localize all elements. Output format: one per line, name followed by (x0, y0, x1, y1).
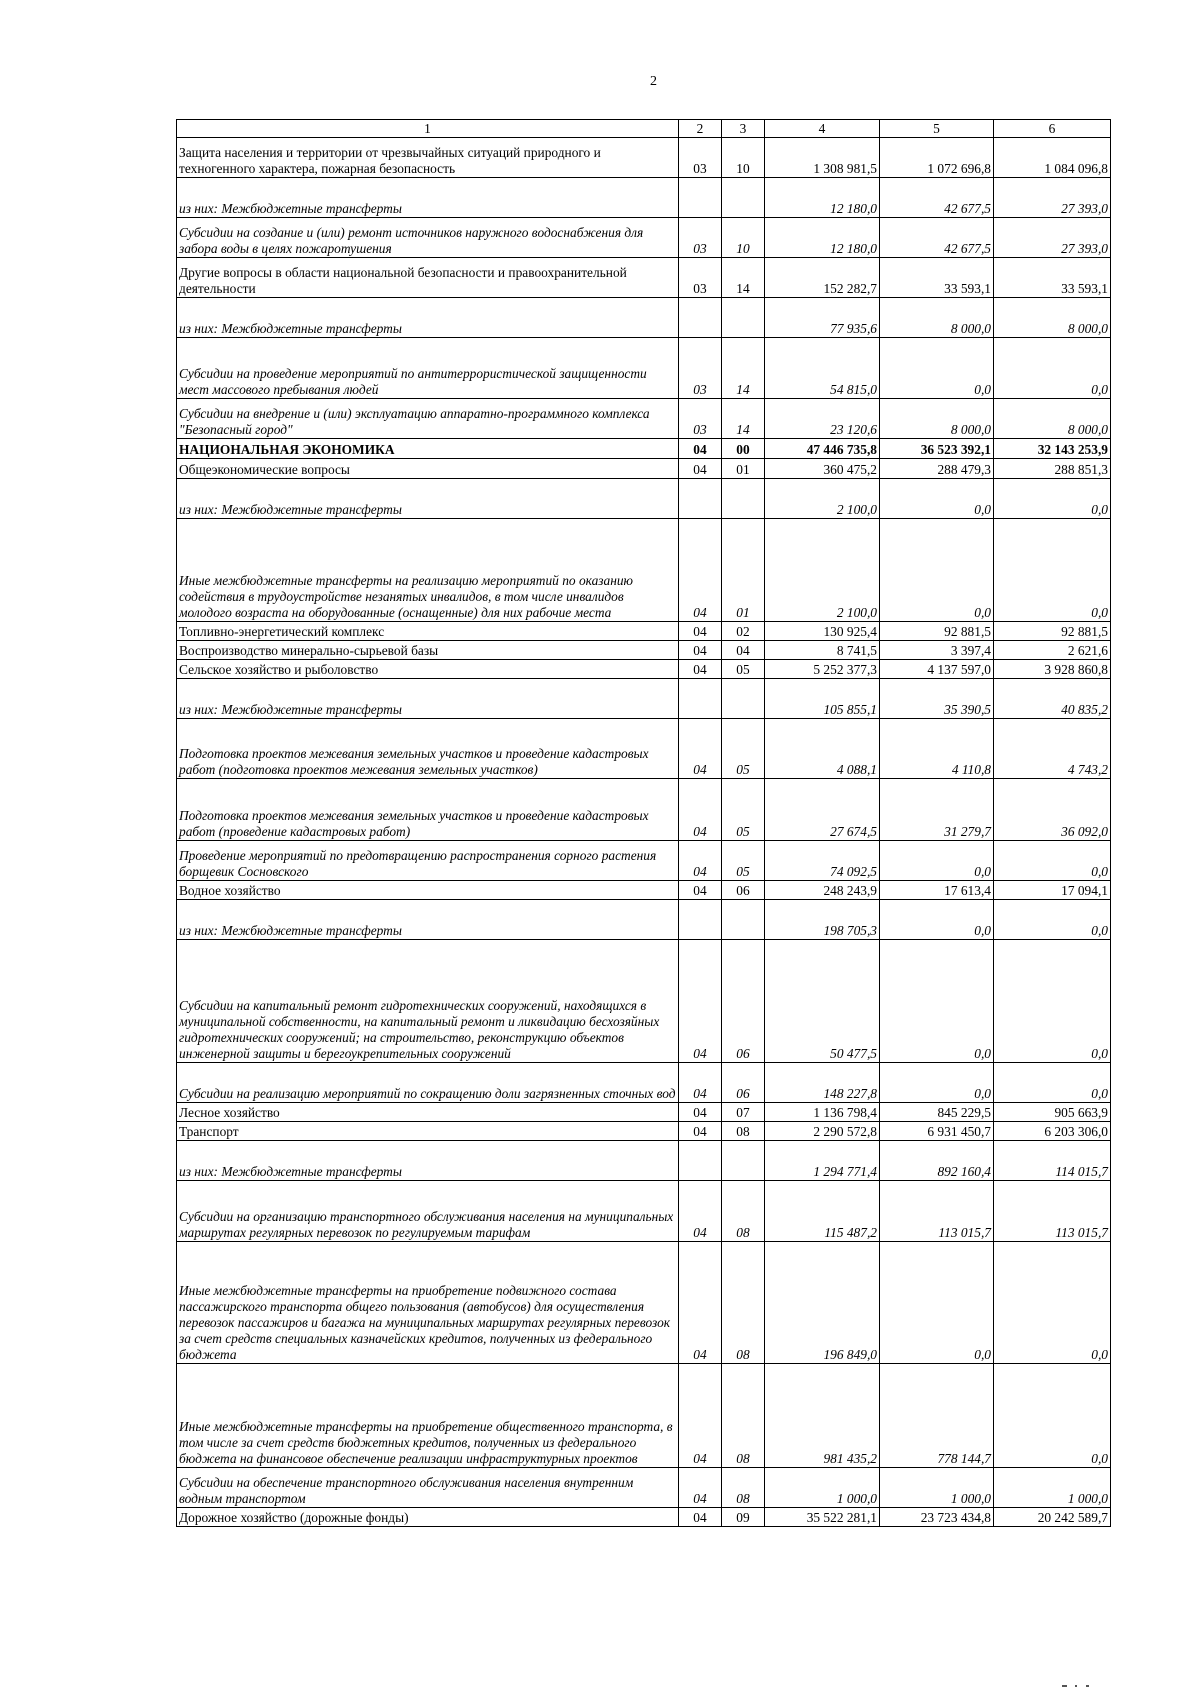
amount-col-6: 1 084 096,8 (994, 138, 1111, 178)
amount-col-4: 196 849,0 (765, 1242, 880, 1364)
budget-table (176, 119, 1111, 1527)
section-code: 03 (679, 138, 722, 178)
table-row (177, 399, 1111, 439)
amount-col-5: 0,0 (880, 519, 994, 622)
section-code: 03 (679, 399, 722, 439)
amount-col-6: 6 203 306,0 (994, 1122, 1111, 1141)
section-code: 04 (679, 660, 722, 679)
amount-col-6: 0,0 (994, 1242, 1111, 1364)
section-code: 04 (679, 459, 722, 479)
amount-col-4: 47 446 735,8 (765, 439, 880, 459)
amount-col-4: 5 252 377,3 (765, 660, 880, 679)
section-code: 04 (679, 940, 722, 1063)
amount-col-4: 1 308 981,5 (765, 138, 880, 178)
table-row (177, 479, 1111, 519)
table-row (177, 660, 1111, 679)
subsection-code: 06 (722, 881, 765, 900)
amount-col-4: 981 435,2 (765, 1364, 880, 1468)
row-label: Иные межбюджетные трансферты на приобретение общественного транспорта, в том числе за счет средств бюджетных кредитов, полученных из федерального бюджета на финансовое обеспечение реализации инфраструктурных проектов (177, 1364, 679, 1468)
table-row (177, 719, 1111, 779)
row-label: Топливно-энергетический комплекс (177, 622, 679, 641)
section-code: 04 (679, 1103, 722, 1122)
amount-col-5: 23 723 434,8 (880, 1508, 994, 1527)
table-row (177, 779, 1111, 841)
amount-col-6: 0,0 (994, 841, 1111, 881)
scan-mark (1075, 1685, 1077, 1687)
section-code: 04 (679, 622, 722, 641)
amount-col-5: 8 000,0 (880, 399, 994, 439)
amount-col-6: 17 094,1 (994, 881, 1111, 900)
table-row (177, 439, 1111, 459)
amount-col-4: 152 282,7 (765, 258, 880, 298)
scan-mark (1086, 1685, 1089, 1687)
amount-col-5: 0,0 (880, 841, 994, 881)
table-row (177, 1364, 1111, 1468)
row-label: Подготовка проектов межевания земельных участков и проведение кадастровых работ (подготовка проектов межевания земельных участков) (177, 719, 679, 779)
amount-col-5: 33 593,1 (880, 258, 994, 298)
amount-col-4: 1 000,0 (765, 1468, 880, 1508)
amount-col-5: 845 229,5 (880, 1103, 994, 1122)
header-cell: 4 (765, 120, 880, 138)
amount-col-4: 360 475,2 (765, 459, 880, 479)
amount-col-6: 0,0 (994, 1063, 1111, 1103)
amount-col-5: 6 931 450,7 (880, 1122, 994, 1141)
amount-col-4: 105 855,1 (765, 679, 880, 719)
amount-col-4: 1 294 771,4 (765, 1141, 880, 1181)
amount-col-6: 4 743,2 (994, 719, 1111, 779)
row-label: Воспроизводство минерально-сырьевой базы (177, 641, 679, 660)
header-cell: 3 (722, 120, 765, 138)
amount-col-4: 8 741,5 (765, 641, 880, 660)
subsection-code: 09 (722, 1508, 765, 1527)
amount-col-6: 20 242 589,7 (994, 1508, 1111, 1527)
amount-col-5: 0,0 (880, 900, 994, 940)
subsection-code: 01 (722, 519, 765, 622)
row-label: Иные межбюджетные трансферты на реализацию мероприятий по оказанию содействия в трудоустройстве незанятых инвалидов, в том числе инвалидов молодого возраста на оборудованные (оснащенные) для них рабочие места (177, 519, 679, 622)
amount-col-6: 0,0 (994, 940, 1111, 1063)
row-label: Субсидии на капитальный ремонт гидротехнических сооружений, находящихся в муниципальной собственности, на капитальный ремонт и ликвидацию бесхозяйных гидротехнических сооружений; на строительство, реконструкцию объектов инженерной защиты и берегоукрепительных сооружений (177, 940, 679, 1063)
section-code (679, 298, 722, 338)
amount-col-6: 905 663,9 (994, 1103, 1111, 1122)
amount-col-6: 113 015,7 (994, 1181, 1111, 1242)
table-row (177, 258, 1111, 298)
subsection-code (722, 479, 765, 519)
header-row (177, 120, 1111, 138)
amount-col-5: 42 677,5 (880, 218, 994, 258)
amount-col-4: 12 180,0 (765, 178, 880, 218)
row-label: Субсидии на реализацию мероприятий по сокращению доли загрязненных сточных вод (177, 1063, 679, 1103)
row-label: из них: Межбюджетные трансферты (177, 178, 679, 218)
row-label: Транспорт (177, 1122, 679, 1141)
amount-col-4: 248 243,9 (765, 881, 880, 900)
subsection-code: 00 (722, 439, 765, 459)
section-code: 04 (679, 1242, 722, 1364)
subsection-code (722, 178, 765, 218)
table-body (177, 138, 1111, 1527)
section-code: 04 (679, 1063, 722, 1103)
amount-col-4: 2 100,0 (765, 519, 880, 622)
row-label: Субсидии на создание и (или) ремонт источников наружного водоснабжения для забора воды в целях пожаротушения (177, 218, 679, 258)
table-row (177, 178, 1111, 218)
table-row (177, 338, 1111, 399)
table-row (177, 1063, 1111, 1103)
table-row (177, 138, 1111, 178)
table-row (177, 218, 1111, 258)
section-code: 04 (679, 1468, 722, 1508)
subsection-code: 02 (722, 622, 765, 641)
row-label: Сельское хозяйство и рыболовство (177, 660, 679, 679)
subsection-code: 08 (722, 1181, 765, 1242)
table-row (177, 641, 1111, 660)
section-code: 04 (679, 519, 722, 622)
row-label: Субсидии на внедрение и (или) эксплуатацию аппаратно-программного комплекса "Безопасный город" (177, 399, 679, 439)
section-code: 04 (679, 641, 722, 660)
amount-col-4: 198 705,3 (765, 900, 880, 940)
row-label: Субсидии на организацию транспортного обслуживания населения на муниципальных маршрутах регулярных перевозок по регулируемым тарифам (177, 1181, 679, 1242)
row-label: Дорожное хозяйство (дорожные фонды) (177, 1508, 679, 1527)
amount-col-5: 1 072 696,8 (880, 138, 994, 178)
subsection-code: 10 (722, 218, 765, 258)
amount-col-5: 4 110,8 (880, 719, 994, 779)
amount-col-6: 0,0 (994, 900, 1111, 940)
section-code (679, 479, 722, 519)
row-label: НАЦИОНАЛЬНАЯ ЭКОНОМИКА (177, 439, 679, 459)
amount-col-5: 35 390,5 (880, 679, 994, 719)
amount-col-5: 31 279,7 (880, 779, 994, 841)
subsection-code (722, 900, 765, 940)
amount-col-6: 33 593,1 (994, 258, 1111, 298)
section-code: 03 (679, 258, 722, 298)
amount-col-4: 12 180,0 (765, 218, 880, 258)
section-code: 04 (679, 779, 722, 841)
section-code: 04 (679, 1508, 722, 1527)
table-row (177, 1103, 1111, 1122)
table-row (177, 1468, 1111, 1508)
section-code (679, 178, 722, 218)
amount-col-5: 288 479,3 (880, 459, 994, 479)
header-cell: 6 (994, 120, 1111, 138)
subsection-code: 08 (722, 1242, 765, 1364)
amount-col-4: 35 522 281,1 (765, 1508, 880, 1527)
amount-col-5: 3 397,4 (880, 641, 994, 660)
amount-col-5: 42 677,5 (880, 178, 994, 218)
table-row (177, 1242, 1111, 1364)
amount-col-4: 4 088,1 (765, 719, 880, 779)
row-label: из них: Межбюджетные трансферты (177, 900, 679, 940)
amount-col-6: 27 393,0 (994, 218, 1111, 258)
table-row (177, 881, 1111, 900)
amount-col-6: 8 000,0 (994, 399, 1111, 439)
table-row (177, 841, 1111, 881)
row-label: из них: Межбюджетные трансферты (177, 479, 679, 519)
amount-col-5: 113 015,7 (880, 1181, 994, 1242)
section-code: 04 (679, 1364, 722, 1468)
subsection-code: 08 (722, 1364, 765, 1468)
table-row (177, 1141, 1111, 1181)
subsection-code: 08 (722, 1122, 765, 1141)
amount-col-5: 0,0 (880, 338, 994, 399)
section-code: 03 (679, 338, 722, 399)
subsection-code: 14 (722, 338, 765, 399)
table-row (177, 1508, 1111, 1527)
row-label: Субсидии на обеспечение транспортного обслуживания населения внутренним водным транспортом (177, 1468, 679, 1508)
amount-col-5: 92 881,5 (880, 622, 994, 641)
amount-col-4: 74 092,5 (765, 841, 880, 881)
subsection-code: 04 (722, 641, 765, 660)
subsection-code: 05 (722, 779, 765, 841)
amount-col-5: 0,0 (880, 1242, 994, 1364)
section-code: 03 (679, 218, 722, 258)
amount-col-6: 0,0 (994, 519, 1111, 622)
row-label: из них: Межбюджетные трансферты (177, 298, 679, 338)
row-label: Субсидии на проведение мероприятий по антитеррористической защищенности мест массового пребывания людей (177, 338, 679, 399)
amount-col-6: 0,0 (994, 1364, 1111, 1468)
row-label: Водное хозяйство (177, 881, 679, 900)
table-row (177, 940, 1111, 1063)
row-label: Проведение мероприятий по предотвращению распространения сорного растения борщевик Сосновского (177, 841, 679, 881)
subsection-code: 05 (722, 660, 765, 679)
amount-col-6: 40 835,2 (994, 679, 1111, 719)
amount-col-6: 2 621,6 (994, 641, 1111, 660)
header-cell: 5 (880, 120, 994, 138)
amount-col-4: 27 674,5 (765, 779, 880, 841)
amount-col-4: 77 935,6 (765, 298, 880, 338)
amount-col-4: 2 100,0 (765, 479, 880, 519)
amount-col-4: 130 925,4 (765, 622, 880, 641)
amount-col-4: 148 227,8 (765, 1063, 880, 1103)
amount-col-6: 32 143 253,9 (994, 439, 1111, 459)
amount-col-6: 0,0 (994, 479, 1111, 519)
table-row (177, 298, 1111, 338)
table-row (177, 1122, 1111, 1141)
subsection-code (722, 679, 765, 719)
subsection-code: 07 (722, 1103, 765, 1122)
section-code: 04 (679, 719, 722, 779)
scan-mark (1062, 1685, 1067, 1687)
amount-col-5: 4 137 597,0 (880, 660, 994, 679)
table-row (177, 679, 1111, 719)
table-row (177, 459, 1111, 479)
amount-col-6: 1 000,0 (994, 1468, 1111, 1508)
amount-col-6: 92 881,5 (994, 622, 1111, 641)
subsection-code: 06 (722, 940, 765, 1063)
section-code: 04 (679, 1122, 722, 1141)
table-row (177, 1181, 1111, 1242)
amount-col-4: 54 815,0 (765, 338, 880, 399)
amount-col-6: 288 851,3 (994, 459, 1111, 479)
subsection-code: 08 (722, 1468, 765, 1508)
subsection-code (722, 298, 765, 338)
amount-col-5: 892 160,4 (880, 1141, 994, 1181)
section-code: 04 (679, 881, 722, 900)
amount-col-4: 115 487,2 (765, 1181, 880, 1242)
amount-col-4: 1 136 798,4 (765, 1103, 880, 1122)
amount-col-5: 1 000,0 (880, 1468, 994, 1508)
section-code: 04 (679, 1181, 722, 1242)
row-label: Общеэкономические вопросы (177, 459, 679, 479)
section-code (679, 1141, 722, 1181)
table-row (177, 622, 1111, 641)
amount-col-5: 8 000,0 (880, 298, 994, 338)
header-cell: 2 (679, 120, 722, 138)
subsection-code: 14 (722, 258, 765, 298)
subsection-code: 01 (722, 459, 765, 479)
row-label: Иные межбюджетные трансферты на приобретение подвижного состава пассажирского транспорта общего пользования (автобусов) для осуществления перевозок пассажиров и багажа на муниципальных маршрутах регулярных перевозок за счет средств специальных казначейских кредитов, полученных из федерального бюджета (177, 1242, 679, 1364)
section-code (679, 900, 722, 940)
table-row (177, 900, 1111, 940)
subsection-code: 05 (722, 719, 765, 779)
row-label: из них: Межбюджетные трансферты (177, 1141, 679, 1181)
row-label: Защита населения и территории от чрезвычайных ситуаций природного и техногенного характера, пожарная безопасность (177, 138, 679, 178)
amount-col-5: 778 144,7 (880, 1364, 994, 1468)
row-label: Другие вопросы в области национальной безопасности и правоохранительной деятельности (177, 258, 679, 298)
amount-col-4: 23 120,6 (765, 399, 880, 439)
row-label: Подготовка проектов межевания земельных участков и проведение кадастровых работ (проведение кадастровых работ) (177, 779, 679, 841)
amount-col-5: 0,0 (880, 940, 994, 1063)
subsection-code: 05 (722, 841, 765, 881)
section-code: 04 (679, 841, 722, 881)
section-code (679, 679, 722, 719)
amount-col-4: 2 290 572,8 (765, 1122, 880, 1141)
amount-col-5: 36 523 392,1 (880, 439, 994, 459)
amount-col-5: 0,0 (880, 479, 994, 519)
subsection-code: 14 (722, 399, 765, 439)
amount-col-5: 0,0 (880, 1063, 994, 1103)
amount-col-4: 50 477,5 (765, 940, 880, 1063)
amount-col-6: 3 928 860,8 (994, 660, 1111, 679)
page-number: 2 (650, 74, 657, 89)
header-cell: 1 (177, 120, 679, 138)
subsection-code: 06 (722, 1063, 765, 1103)
row-label: из них: Межбюджетные трансферты (177, 679, 679, 719)
amount-col-6: 36 092,0 (994, 779, 1111, 841)
table-row (177, 519, 1111, 622)
amount-col-6: 0,0 (994, 338, 1111, 399)
amount-col-6: 114 015,7 (994, 1141, 1111, 1181)
subsection-code: 10 (722, 138, 765, 178)
subsection-code (722, 1141, 765, 1181)
amount-col-6: 27 393,0 (994, 178, 1111, 218)
row-label: Лесное хозяйство (177, 1103, 679, 1122)
amount-col-5: 17 613,4 (880, 881, 994, 900)
amount-col-6: 8 000,0 (994, 298, 1111, 338)
section-code: 04 (679, 439, 722, 459)
